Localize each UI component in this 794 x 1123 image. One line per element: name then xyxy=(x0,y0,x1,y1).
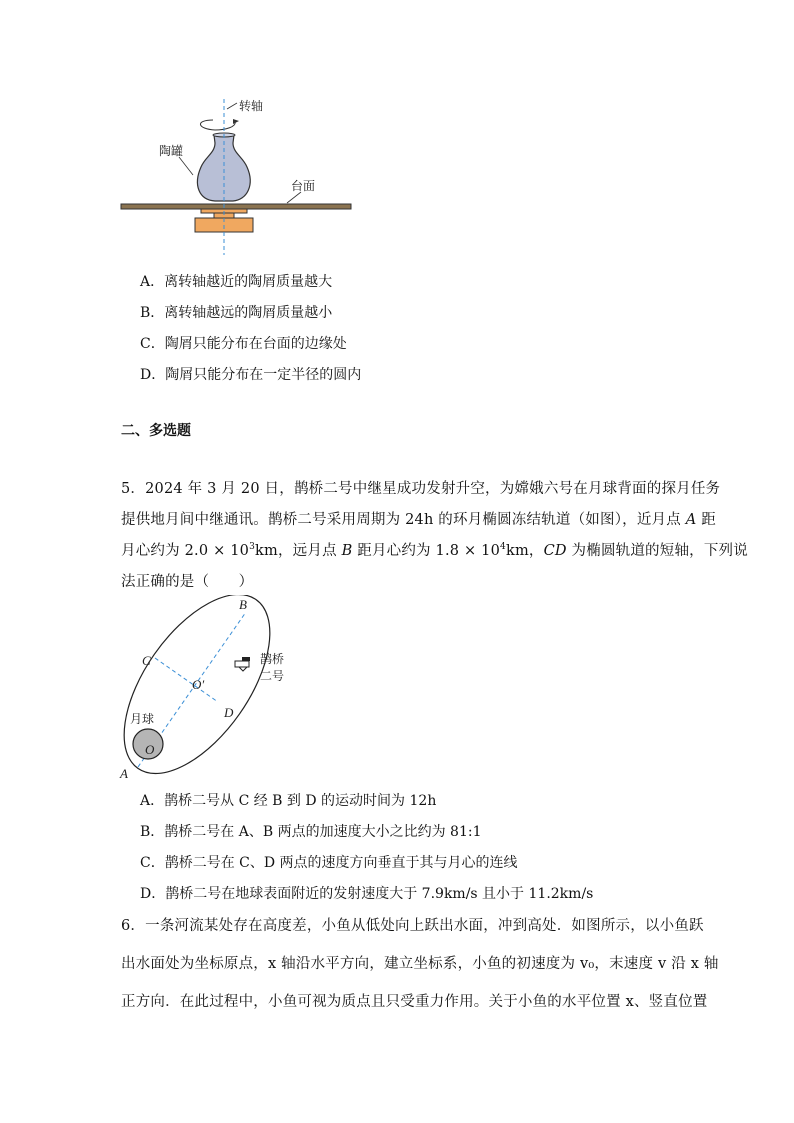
label-B: B xyxy=(239,597,247,612)
q5-option-a: A．鹊桥二号从 C 经 B 到 D 的运动时间为 12h xyxy=(140,793,437,809)
axis-label: 转轴 xyxy=(239,99,264,113)
label-O: O xyxy=(145,742,155,757)
label-O-prime: O′ xyxy=(192,677,205,692)
q5-line-4: 法正确的是（ ） xyxy=(121,574,254,590)
q5-option-d: D．鹊桥二号在地球表面附近的发射速度大于 7.9km/s 且小于 11.2km/s xyxy=(140,886,594,902)
satellite-label-1: 鹊桥 xyxy=(260,652,285,666)
q5-option-b: B．鹊桥二号在 A、B 两点的加速度大小之比约为 81:1 xyxy=(140,824,482,840)
moon-label: 月球 xyxy=(130,712,155,726)
q5-line-2: 提供地月间中继通讯。鹊桥二号采用周期为 24h 的环月椭圆冻结轨道（如图），近月点 A 距 xyxy=(121,512,716,528)
label-C: C xyxy=(142,653,151,668)
satellite-label-2: 二号 xyxy=(260,669,285,683)
pottery-wheel-figure xyxy=(115,95,355,255)
satellite-icon xyxy=(235,657,250,671)
q6-line-1: 6．一条河流某处存在高度差，小鱼从低处向上跃出水面，冲到高处．如图所示，以小鱼跃 xyxy=(121,918,704,934)
q6-line-3: 正方向．在此过程中，小鱼可视为质点且只受重力作用。关于小鱼的水平位置 x、竖直位置 xyxy=(121,994,708,1010)
q4-option-c: C．陶屑只能分布在台面的边缘处 xyxy=(140,336,347,352)
q4-option-a: A．离转轴越近的陶屑质量越大 xyxy=(140,274,333,290)
label-A: A xyxy=(120,766,128,781)
q6-line-2: 出水面处为坐标原点，x 轴沿水平方向，建立坐标系，小鱼的初速度为 v₀，末速度 v 沿 x 轴 xyxy=(121,956,719,972)
orbit-figure xyxy=(112,595,312,785)
table-label: 台面 xyxy=(291,179,316,193)
jar-label: 陶罐 xyxy=(159,144,184,158)
q4-option-b: B．离转轴越远的陶屑质量越小 xyxy=(140,305,333,321)
q5-line-3: 月心约为 $2.0 \times 10^3km$，远月点 B 距月心约为 $1.8 \times 10^4km$，CD 为椭圆轨道的短轴，下列说 xyxy=(121,542,748,559)
q5-line-1: 5．2024 年 3 月 20 日，鹊桥二号中继星成功发射升空，为嫦娥六号在月球背面的探月任务 xyxy=(121,481,721,497)
q5-option-c: C．鹊桥二号在 C、D 两点的速度方向垂直于其与月心的连线 xyxy=(140,855,518,871)
label-D: D xyxy=(224,705,234,720)
section-heading: 二、多选题 xyxy=(121,423,191,439)
q4-option-d: D．陶屑只能分布在一定半径的圆内 xyxy=(140,367,362,383)
